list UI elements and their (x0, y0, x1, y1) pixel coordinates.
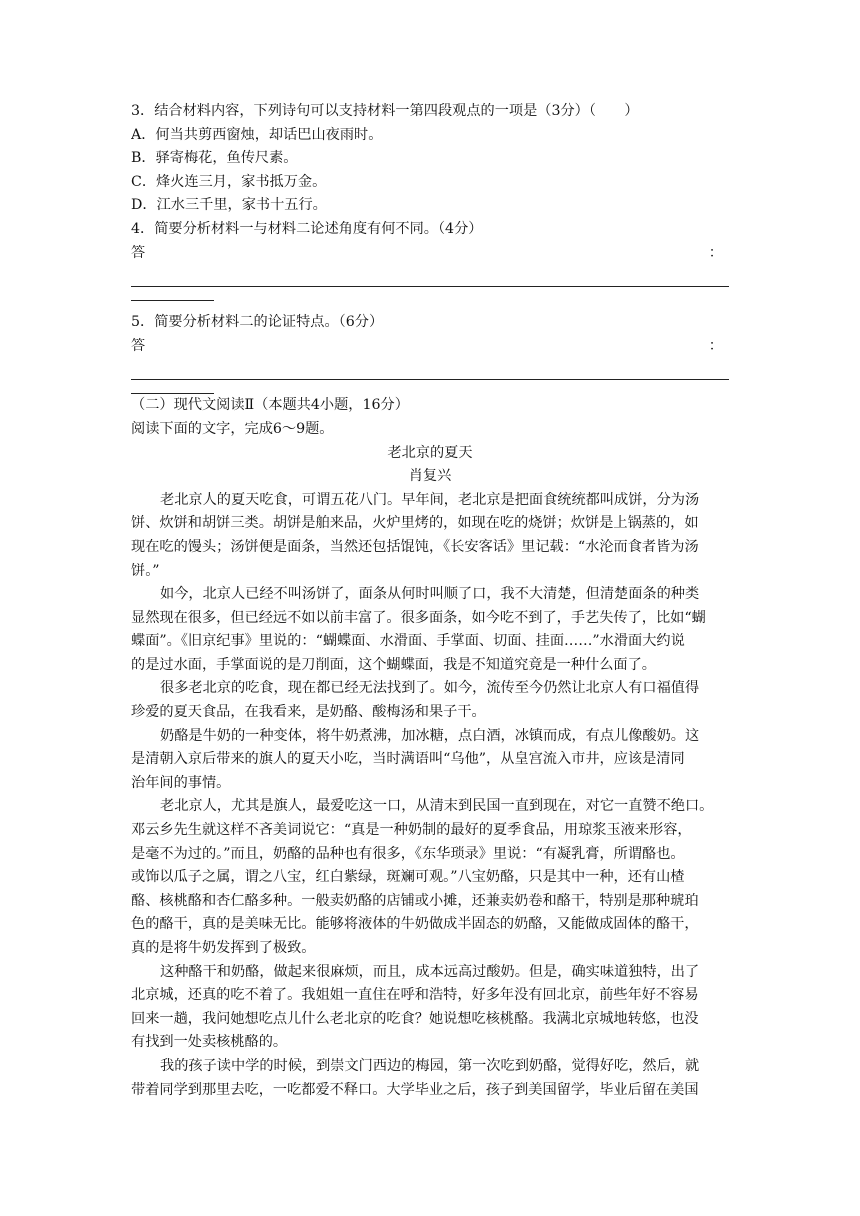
question-3-stem: 3．结合材料内容，下列诗句可以支持材料一第四段观点的一项是（3分）（ ） (131, 103, 639, 119)
question-5-stem: 5．简要分析材料二的论证特点。（6分） (131, 314, 384, 331)
paragraph-line: 珍爱的夏天食品，在我看来，是奶酪、酸梅汤和果子干。 (131, 704, 486, 721)
paragraph-line: 如今，北京人已经不叫汤饼了，面条从何时叫顺了口，我不大清楚，但清楚面条的种类 (160, 586, 700, 603)
question-4 (131, 218, 729, 301)
question-4-stem: 4．简要分析材料一与材料二论述角度有何不同。（4分） (131, 220, 483, 237)
paragraph-line: 现在吃的馒头；汤饼便是面条，当然还包括馄饨，《长安客话》里记载：“水沦而食者皆为汤 (131, 538, 699, 555)
article-paragraph (131, 489, 729, 583)
question-5-answer-label: 答 (131, 337, 146, 354)
paragraph-line: 很多老北京的吃食，现在都已经无法找到了。如今，流传至今仍然让北京人有口福值得 (160, 680, 700, 697)
question-4-answer-line-end (131, 287, 214, 301)
question-5-answer-line-end (131, 380, 214, 394)
article-title: 老北京的夏天 (387, 444, 473, 461)
paragraph-line: 饼。” (131, 562, 160, 579)
section-heading: （二）现代文阅读Ⅱ（本题共4小题，16分） (131, 397, 409, 414)
question-4-answer-colon: ： (708, 244, 723, 261)
paragraph-line: 或饰以瓜子之属，谓之八宝，红白紫绿，斑斓可观。”八宝奶酪，只是其中一种，还有山楂 (131, 869, 685, 886)
question-3-option-d: D．江水三千里，家书十五行。 (131, 197, 327, 214)
document-page (131, 100, 729, 1102)
paragraph-line: 奶酪是牛奶的一种变体，将牛奶煮沸，加冰糖，点白酒，冰镇而成，有点儿像酸奶。这 (160, 727, 700, 744)
article-paragraph (131, 961, 729, 1055)
question-3-option-a: A．何当共剪西窗烛，却话巴山夜雨时。 (131, 126, 383, 143)
article-paragraph (131, 1055, 729, 1102)
article-paragraph (131, 725, 729, 796)
article-author: 肖复兴 (408, 468, 452, 485)
paragraph-line: 酪、核桃酪和杏仁酪多种。一般卖奶酪的店铺或小摊，还兼卖奶卷和酪干，特别是那种琥珀 (131, 892, 699, 909)
paragraph-line: 的是过水面，手掌面说的是刀削面，这个蝴蝶面，我是不知道究竟是一种什么面了。 (131, 656, 656, 673)
article-body (131, 489, 729, 1102)
paragraph-line: 北京城，还真的吃不着了。我姐姐一直住在呼和浩特，好多年没有回北京，前些年好不容易 (131, 987, 699, 1004)
question-4-answer-line (131, 265, 729, 287)
question-4-answer-label: 答 (131, 244, 146, 261)
paragraph-line: 带着同学到那里去吃，一吃都爱不释口。大学毕业之后，孩子到美国留学，毕业后留在美国 (131, 1081, 699, 1098)
paragraph-line: 是毫不为过的。”而且，奶酪的品种也有很多，《东华琐录》里说：“有凝乳膏，所谓酪也。 (131, 845, 685, 862)
paragraph-line: 回来一趟，我问她想吃点儿什么老北京的吃食？她说想吃核桃酪。我满北京城地转悠，也没 (131, 1010, 699, 1027)
question-3 (131, 100, 729, 218)
paragraph-line: 饼、炊饼和胡饼三类。胡饼是舶来品，火炉里烤的，如现在吃的烧饼；炊饼是上锅蒸的，如 (131, 515, 699, 532)
paragraph-line: 蝶面”。《旧京纪事》里说的：“蝴蝶面、水滑面、手掌面、切面、挂面……”水滑面大约说 (131, 633, 685, 650)
question-3-option-c: C．烽火连三月，家书抵万金。 (131, 173, 327, 190)
paragraph-line: 显然现在很多，但已经远不如以前丰富了。很多面条，如今吃不到了，手艺失传了，比如“蝴 (131, 609, 706, 626)
question-5-answer-colon: ： (708, 337, 723, 354)
section-two (131, 394, 729, 488)
paragraph-line: 这种酪干和奶酪，做起来很麻烦，而且，成本远高过酸奶。但是，确实味道独特，出了 (160, 963, 700, 980)
paragraph-line: 邓云乡先生就这样不吝美词说它：“真是一种奶制的最好的夏季食品，用琼浆玉液来形容， (131, 822, 692, 839)
article-paragraph (131, 583, 729, 677)
question-3-option-b: B．驿寄梅花，鱼传尺素。 (131, 150, 298, 167)
paragraph-line: 老北京人的夏天吃食，可谓五花八门。早年间，老北京是把面食统统都叫成饼，分为汤 (160, 491, 700, 508)
question-5-answer-line (131, 358, 729, 380)
question-4-answer-row (131, 242, 729, 266)
paragraph-line: 真的是将牛奶发挥到了极致。 (131, 940, 316, 956)
paragraph-line: 是清朝入京后带来的旗人的夏天小吃，当时满语叫“乌他”，从皇宫流入市井，应该是清同 (131, 751, 685, 768)
question-5-answer-row (131, 335, 729, 359)
paragraph-line: 色的酪干，真的是美味无比。能够将液体的牛奶做成半固态的奶酪，又能做成固体的酪干， (131, 916, 699, 933)
paragraph-line: 有找到一处卖核桃酪的。 (131, 1034, 288, 1051)
paragraph-line: 治年间的事情。 (131, 774, 231, 791)
article-paragraph (131, 795, 729, 960)
paragraph-line: 老北京人，尤其是旗人，最爱吃这一口，从清末到民国一直到现在，对它一直赞不绝口。 (160, 798, 714, 815)
article-paragraph (131, 677, 729, 724)
question-5 (131, 311, 729, 394)
paragraph-line: 我的孩子读中学的时候，到崇文门西边的梅园，第一次吃到奶酪，觉得好吃，然后，就 (160, 1057, 700, 1074)
section-instruction: 阅读下面的文字，完成6～9题。 (131, 420, 334, 437)
